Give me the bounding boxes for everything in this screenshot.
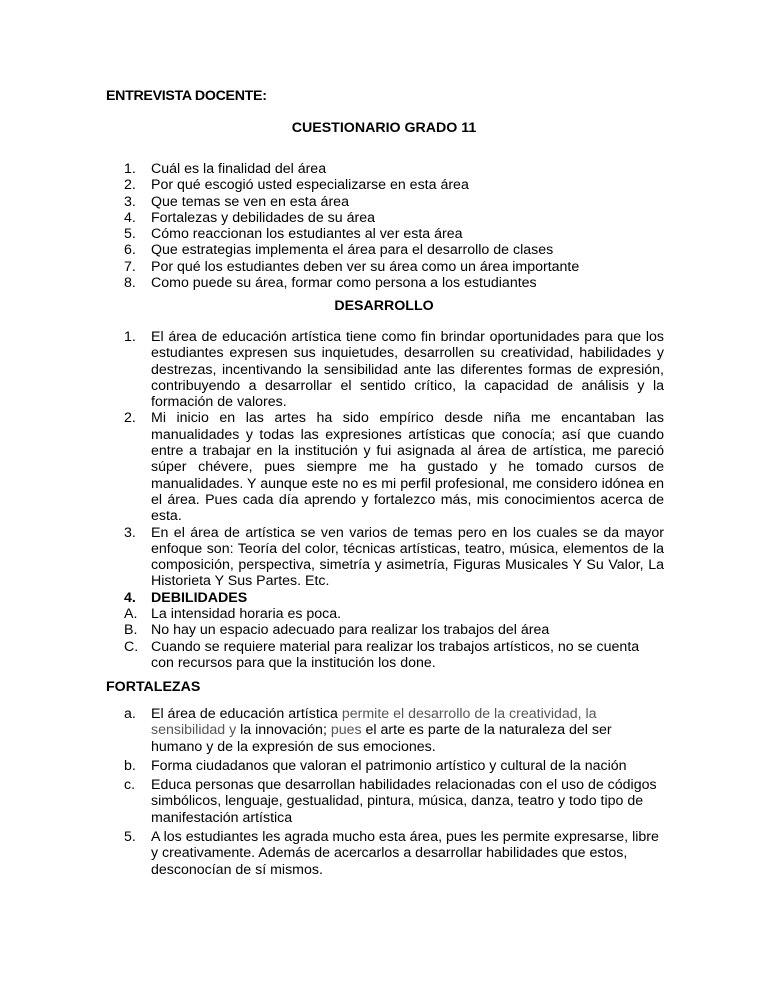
item-text-highlight: permite el desarrollo de la creatividad, la sensibilidad y <box>151 706 597 739</box>
strengths-list <box>124 706 664 878</box>
development-title: DESARROLLO <box>334 298 434 314</box>
list-item <box>124 777 664 826</box>
list-item <box>124 226 664 242</box>
item-text: Como puede su área, formar como persona a los estudiantes <box>151 275 537 292</box>
item-text: el arte es parte de la naturaleza del ser humano y de la expresión de sus emociones. <box>151 722 612 755</box>
list-item <box>124 194 664 210</box>
list-item <box>124 410 664 524</box>
list-item <box>124 829 664 878</box>
list-item <box>124 259 664 275</box>
list-item <box>124 622 664 638</box>
item-text: Que temas se ven en esta área <box>151 193 349 210</box>
item-letter: c. <box>124 777 136 794</box>
item-text: Por qué escogió usted especializarse en esta área <box>151 177 469 194</box>
list-item <box>124 275 664 291</box>
item-letter: B. <box>124 622 138 639</box>
list-item <box>124 525 664 590</box>
list-item <box>124 706 664 755</box>
list-item <box>124 606 664 622</box>
item-text: No hay un espacio adecuado para realizar los trabajos del área <box>151 622 550 639</box>
item-number: 6. <box>124 242 136 259</box>
item-text: A los estudiantes les agrada mucho esta área, pues les permite expresarse, libre y creativamente. Además de acercarlos a desarrollar habilidades que estos, desconocían de sí mismos. <box>151 829 659 878</box>
item-text: la innovación; <box>240 722 331 739</box>
item-text: Cuando se requiere material para realizar los trabajos artísticos, no se cuenta con recursos para que la institución los done. <box>151 638 640 671</box>
item-text: El área de educación artística <box>151 706 342 722</box>
questionnaire-title: CUESTIONARIO GRADO 11 <box>291 120 477 136</box>
weaknesses-title: DEBILIDADES <box>151 589 248 606</box>
item-text: El área de educación artística tiene como fin brindar oportunidades para que los estudiantes expresen sus inquietudes, desarrollen su creatividad, habilidades y destrezas, incentivando la sensibilidad ante las diferentes formas de expresión, contribuyendo a desarrollar el sentido crítico, la capacidad de análisis y la formación de valores. <box>151 329 664 411</box>
list-item <box>124 161 664 177</box>
item-text: Cómo reaccionan los estudiantes al ver esta área <box>151 226 463 243</box>
item-number: 4. <box>124 589 136 606</box>
list-item <box>124 758 664 774</box>
list-item <box>124 177 664 193</box>
item-text: Que estrategias implementa el área para el desarrollo de clases <box>151 242 554 259</box>
item-number: 2. <box>124 410 136 427</box>
item-text: Forma ciudadanos que valoran el patrimonio artístico y cultural de la nación <box>151 757 627 774</box>
item-number: 2. <box>124 177 136 194</box>
item-text: Mi inicio en las artes ha sido empírico desde niña me encantaban las manualidades y todas las expresiones artísticas que conocía; así que cuando entre a trabajar en la institución y fui asignada al área de artística, me pareció súper chévere, pues siempre me ha gustado y he tomado cursos de manualidades. Y aunque este no es mi perfil profesional, me considero idónea en el área. Pues cada día aprendo y fortalezco más, mis conocimientos acerca de esta. <box>151 410 664 525</box>
document-heading: ENTREVISTA DOCENTE: <box>106 88 267 104</box>
item-letter: A. <box>124 606 138 623</box>
item-text: Fortalezas y debilidades de su área <box>151 209 375 226</box>
item-text: En el área de artística se ven varios de temas pero en los cuales se da mayor enfoque son: Teoría del color, técnicas artísticas, teatro, música, elementos de la composición, perspectiva, simetría y asimetría, Figuras Musicales Y Su Valor, La Historieta Y Sus Partes. Etc. <box>151 524 664 590</box>
item-text: Cuál es la finalidad del área <box>151 161 327 177</box>
item-letter: a. <box>124 706 136 722</box>
item-text: La intensidad horaria es poca. <box>151 606 342 623</box>
item-text: Educa personas que desarrollan habilidades relacionadas con el uso de códigos simbólicos, lenguaje, gestualidad, pintura, música, danza, teatro y todo tipo de manifestación artística <box>151 777 657 826</box>
answer-list <box>124 329 664 671</box>
strengths-title: FORTALEZAS <box>106 679 201 695</box>
item-letter: C. <box>124 638 139 655</box>
item-number: 5. <box>124 226 136 243</box>
item-text: Por qué los estudiantes deben ver su área como un área importante <box>151 258 580 275</box>
item-number: 7. <box>124 258 136 275</box>
item-number: 4. <box>124 209 136 226</box>
list-item <box>124 329 664 410</box>
item-number: 3. <box>124 524 136 541</box>
list-item <box>124 639 664 672</box>
item-number: 5. <box>124 829 136 846</box>
item-number: 1. <box>124 329 136 345</box>
list-item <box>124 210 664 226</box>
list-item <box>124 242 664 258</box>
item-letter: b. <box>124 757 136 774</box>
item-number: 8. <box>124 275 136 292</box>
item-number: 3. <box>124 193 136 210</box>
item-number: 1. <box>124 161 136 177</box>
weaknesses-heading <box>124 590 664 606</box>
question-list <box>124 161 664 291</box>
item-text-highlight: pues <box>330 722 366 739</box>
